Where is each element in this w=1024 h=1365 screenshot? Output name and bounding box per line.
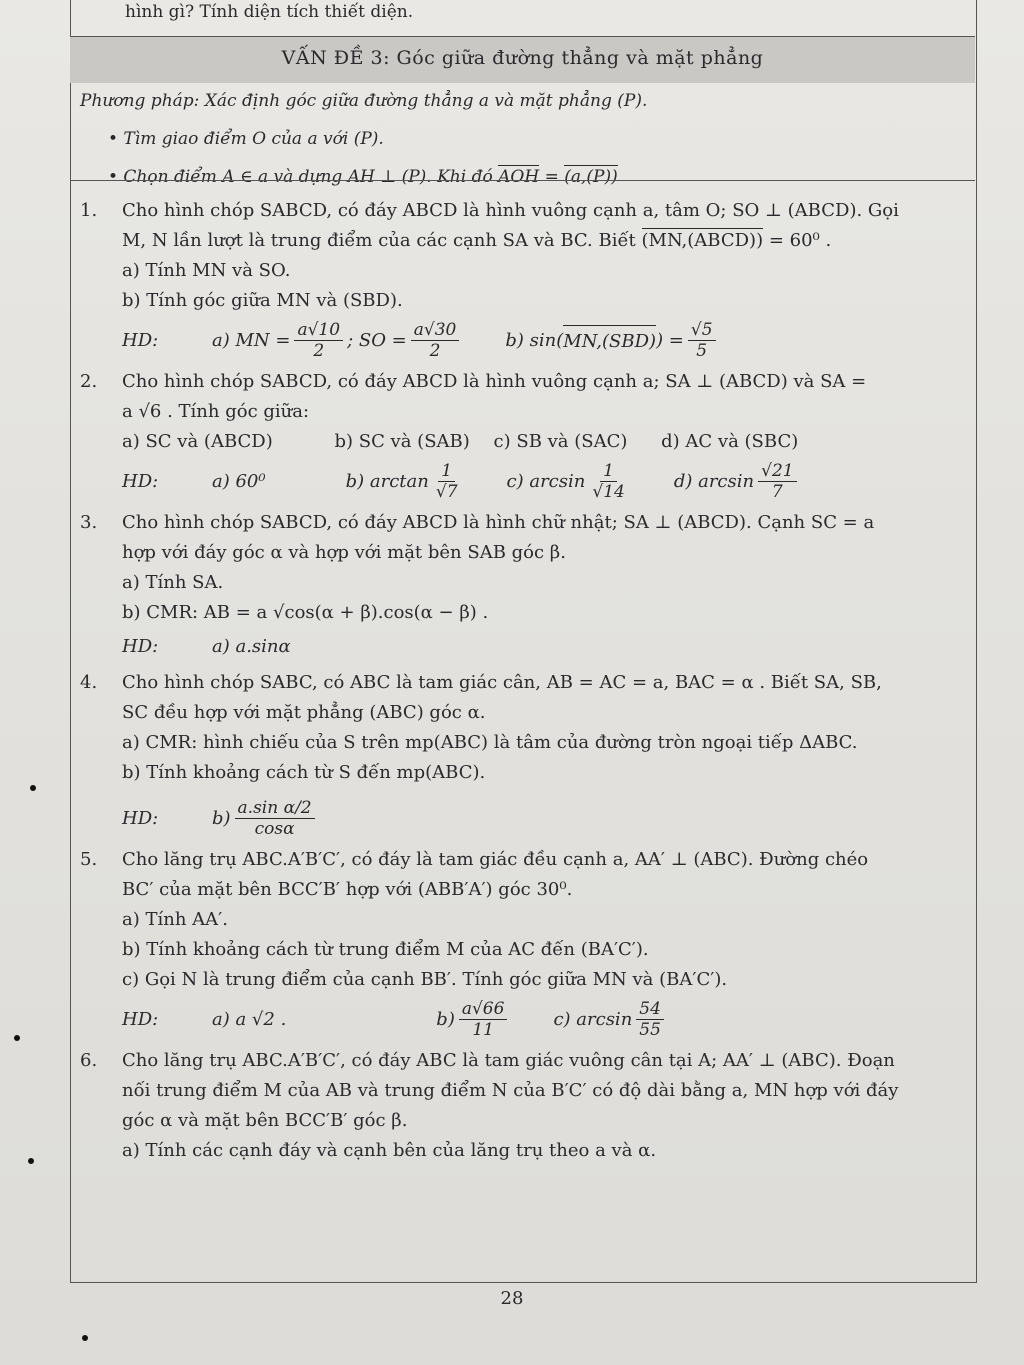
hint-label: HD: (122, 329, 159, 351)
method-box (80, 82, 647, 196)
denominator: 2 (313, 341, 325, 361)
subquestion-a: a) SC và (ABCD) (122, 431, 273, 452)
denominator: √14 (592, 482, 625, 502)
method-intro: Phương pháp: Xác định góc giữa đường thẳng a và mặt phẳng (P). (80, 91, 648, 111)
text-part: = 60⁰ . (763, 230, 832, 251)
angle-expression: MN,(SBD) (563, 325, 656, 357)
hint-label: HD: (122, 470, 159, 492)
numerator: a√66 (459, 999, 508, 1020)
speck (14, 1035, 20, 1041)
problem-text: BC′ của mặt bên BCC′B′ hợp với (ABB′A′) góc 30⁰. (122, 879, 573, 900)
subquestion-a: a) Tính các cạnh đáy và cạnh bên của lăng trụ theo a và α. (122, 1140, 657, 1161)
problem-text: nối trung điểm M của AB và trung điểm N của B′C′ có độ dài bằng a, MN hợp với đáy (122, 1080, 899, 1101)
subquestion-b: b) Tính khoảng cách từ S đến mp(ABC). (122, 762, 486, 783)
fraction (688, 320, 716, 361)
problem-5 (80, 845, 970, 1040)
method-angle-ap: (a,(P)) (564, 167, 618, 187)
subquestion-a: a) CMR: hình chiếu của S trên mp(ABC) là tâm của đường tròn ngoại tiếp ΔABC. (122, 732, 858, 753)
denominator: √7 (435, 482, 458, 502)
subquestion-b: b) CMR: AB = a √cos(α + β).cos(α − β) . (122, 602, 489, 623)
method-angle-aoh: AOH (498, 167, 540, 187)
method-step-1: • Tìm giao điểm O của a với (P). (108, 129, 384, 149)
answer-d: d) arcsin (673, 470, 755, 492)
denominator: 55 (639, 1020, 661, 1040)
subquestion-c: c) Gọi N là trung điểm của cạnh BB′. Tính góc giữa MN và (BA′C′). (122, 969, 728, 990)
denominator: 5 (696, 341, 708, 361)
section-title: VẤN ĐỀ 3: Góc giữa đường thẳng và mặt phẳng (281, 47, 764, 69)
speck (28, 1158, 34, 1164)
answer-text: ; SO = (347, 329, 407, 351)
numerator: √5 (688, 320, 716, 341)
page-number: 28 (500, 1288, 524, 1309)
hint-line (122, 632, 970, 662)
numerator: a√10 (294, 320, 343, 341)
answer-a: a) a √2 . (212, 1008, 287, 1030)
problem-3 (80, 508, 970, 662)
text-part: M, N lần lượt là trung điểm của các cạnh SA và BC. Biết (122, 230, 642, 251)
fraction (758, 461, 796, 502)
answer-b: b) (436, 1008, 455, 1030)
problem-number: 3. (80, 512, 98, 533)
problem-number: 4. (80, 672, 98, 693)
angle-expression: (MN,(ABCD)) (641, 230, 764, 251)
section-header (70, 36, 975, 83)
previous-text: hình gì? Tính diện tích thiết diện. (125, 2, 414, 22)
problem-number: 2. (80, 371, 98, 392)
numerator: a.sin α/2 (235, 798, 315, 819)
problem-text (122, 226, 970, 256)
numerator: 1 (600, 461, 617, 482)
answer-text: b) sin( (505, 329, 564, 351)
method-equals: = (539, 167, 565, 187)
denominator: 2 (429, 341, 441, 361)
problem-number: 5. (80, 849, 98, 870)
fraction (294, 320, 343, 361)
problem-6 (80, 1046, 970, 1166)
speck (82, 1335, 88, 1341)
subquestion-a: a) Tính SA. (122, 572, 224, 593)
subquestion-d: d) AC và (SBC) (661, 431, 799, 452)
denominator: 7 (771, 482, 783, 502)
problem-number: 6. (80, 1050, 98, 1071)
problem-list (80, 196, 970, 1166)
separator (70, 180, 975, 181)
fraction (411, 320, 460, 361)
fraction (235, 798, 315, 839)
subquestion-b: b) Tính góc giữa MN và (SBD). (122, 290, 403, 311)
fraction (589, 461, 627, 502)
hint-label: HD: (122, 636, 159, 657)
method-step-2 (80, 158, 647, 196)
problem-text: Cho lăng trụ ABC.A′B′C′, có đáy ABC là tam giác vuông cân tại A; AA′ ⊥ (ABC). Đoạn (122, 1050, 895, 1071)
answer-b: b) (212, 807, 231, 829)
answer-text: ) = (656, 329, 684, 351)
speck (30, 785, 36, 791)
problem-text: Cho hình chóp SABC, có ABC là tam giác cân, AB = AC = a, BAC = α . Biết SA, SB, (122, 672, 882, 693)
method-step-2-text: • Chọn điểm A ∈ a và dựng AH ⊥ (P). Khi đó (108, 167, 499, 187)
hint-line (122, 461, 970, 502)
problem-text: a √6 . Tính góc giữa: (122, 401, 310, 422)
problem-text: góc α và mặt bên BCC′B′ góc β. (122, 1110, 408, 1131)
hint-label: HD: (122, 807, 159, 829)
answer-a: a) 60⁰ (212, 470, 266, 492)
subquestion-b: b) SC và (SAB) (334, 431, 470, 452)
fraction (433, 461, 461, 502)
problem-1 (80, 196, 970, 361)
answer-text: a) MN = (212, 329, 291, 351)
problem-text: hợp với đáy góc α và hợp với mặt bên SAB góc β. (122, 542, 566, 563)
answer-c: c) arcsin (553, 1008, 633, 1030)
problem-text: SC đều hợp với mặt phẳng (ABC) góc α. (122, 702, 486, 723)
numerator: 54 (636, 999, 664, 1020)
hint-line (122, 798, 970, 839)
numerator: a√30 (411, 320, 460, 341)
fraction (459, 999, 508, 1040)
answer-b: b) arctan (345, 470, 429, 492)
subquestion-a: a) Tính MN và SO. (122, 260, 291, 281)
denominator: cosα (254, 819, 295, 839)
problem-number: 1. (80, 200, 98, 221)
problem-text: Cho hình chóp SABCD, có đáy ABCD là hình chữ nhật; SA ⊥ (ABCD). Cạnh SC = a (122, 512, 875, 533)
problem-text: Cho hình chóp SABCD, có đáy ABCD là hình vuông cạnh a; SA ⊥ (ABCD) và SA = (122, 371, 867, 392)
numerator: 1 (438, 461, 455, 482)
problem-text: Cho hình chóp SABCD, có đáy ABCD là hình vuông cạnh a, tâm O; SO ⊥ (ABCD). Gọi (122, 200, 899, 221)
fraction (636, 999, 664, 1040)
subquestions-row (122, 427, 970, 457)
subquestion-c: c) SB và (SAC) (493, 431, 628, 452)
problem-2 (80, 367, 970, 502)
problem-4 (80, 668, 970, 839)
subquestion-a: a) Tính AA′. (122, 909, 228, 930)
answer-a: a) a.sinα (212, 636, 291, 657)
hint-line (122, 999, 970, 1040)
hint-label: HD: (122, 1008, 159, 1030)
denominator: 11 (472, 1020, 494, 1040)
answer-c: c) arcsin (506, 470, 586, 492)
hint-line (122, 320, 970, 361)
subquestion-b: b) Tính khoảng cách từ trung điểm M của AC đến (BA′C′). (122, 939, 649, 960)
problem-text: Cho lăng trụ ABC.A′B′C′, có đáy là tam giác đều cạnh a, AA′ ⊥ (ABC). Đường chéo (122, 849, 869, 870)
numerator: √21 (758, 461, 796, 482)
